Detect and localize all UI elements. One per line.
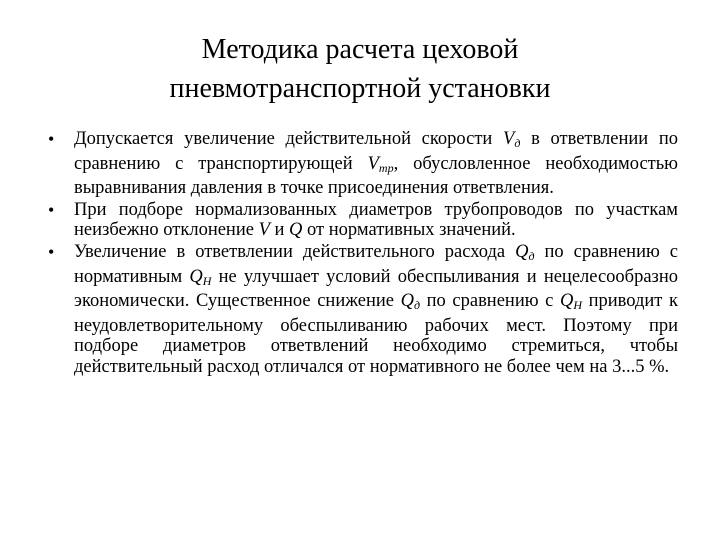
bullet-text: по сравнению с — [420, 291, 560, 312]
symbol: V — [367, 153, 379, 174]
bullet-text: по сравнению с нормативным — [74, 241, 678, 287]
bullet-marker: • — [48, 129, 55, 149]
bullet-text: приводит к неудовлетворительному обеспыливанию рабочих мест. Поэтому при подборе диаметров ответвлений необходимо стремиться, чтобы действительный расход отличался от нормативного не более чем на 3...5 %. — [74, 291, 678, 377]
bullet-text: При подборе нормализованных диаметров трубопроводов по участкам неизбежно отклонение — [74, 199, 678, 241]
bullet-text: и — [269, 220, 290, 241]
bullet-item-3 — [48, 242, 678, 378]
subscript: д — [514, 136, 521, 150]
bullet-marker: • — [48, 241, 55, 262]
bullet-text: Допускается увеличение действительной скорости — [74, 129, 504, 149]
bullet-list — [48, 129, 678, 379]
title-line-2: пневмотранспортной установки — [169, 73, 551, 104]
bullet-text: , обусловленное необходимостью выравнивания давления в точке присоединения ответвления. — [74, 153, 678, 199]
symbol: Q — [289, 220, 303, 241]
subscript: Н — [202, 273, 212, 288]
bullet-text: не улучшает условий обеспыливания и нецелесообразно экономически. Существенное снижение — [74, 266, 678, 312]
bullet-text: в ответвлении по сравнению с транспортирующей — [74, 129, 678, 174]
symbol: V — [503, 129, 515, 149]
subscript: д — [528, 248, 535, 263]
bullet-item-2 — [48, 200, 678, 241]
symbol: Q — [189, 266, 203, 287]
subscript: тр — [378, 160, 394, 175]
bullet-text: Увеличение в ответвлении действительного расхода — [74, 241, 516, 262]
subscript: Н — [573, 298, 583, 313]
bullet-marker: • — [48, 199, 55, 220]
bullet-text: от нормативных значений. — [302, 220, 516, 241]
title-line-1: Методика расчета цеховой — [201, 34, 519, 65]
symbol: V — [258, 220, 270, 241]
slide-title — [60, 30, 660, 108]
symbol: Q — [559, 291, 574, 312]
bullet-item-1 — [48, 129, 678, 199]
symbol: Q — [515, 241, 529, 262]
subscript: д — [413, 298, 421, 313]
symbol: Q — [400, 291, 414, 312]
